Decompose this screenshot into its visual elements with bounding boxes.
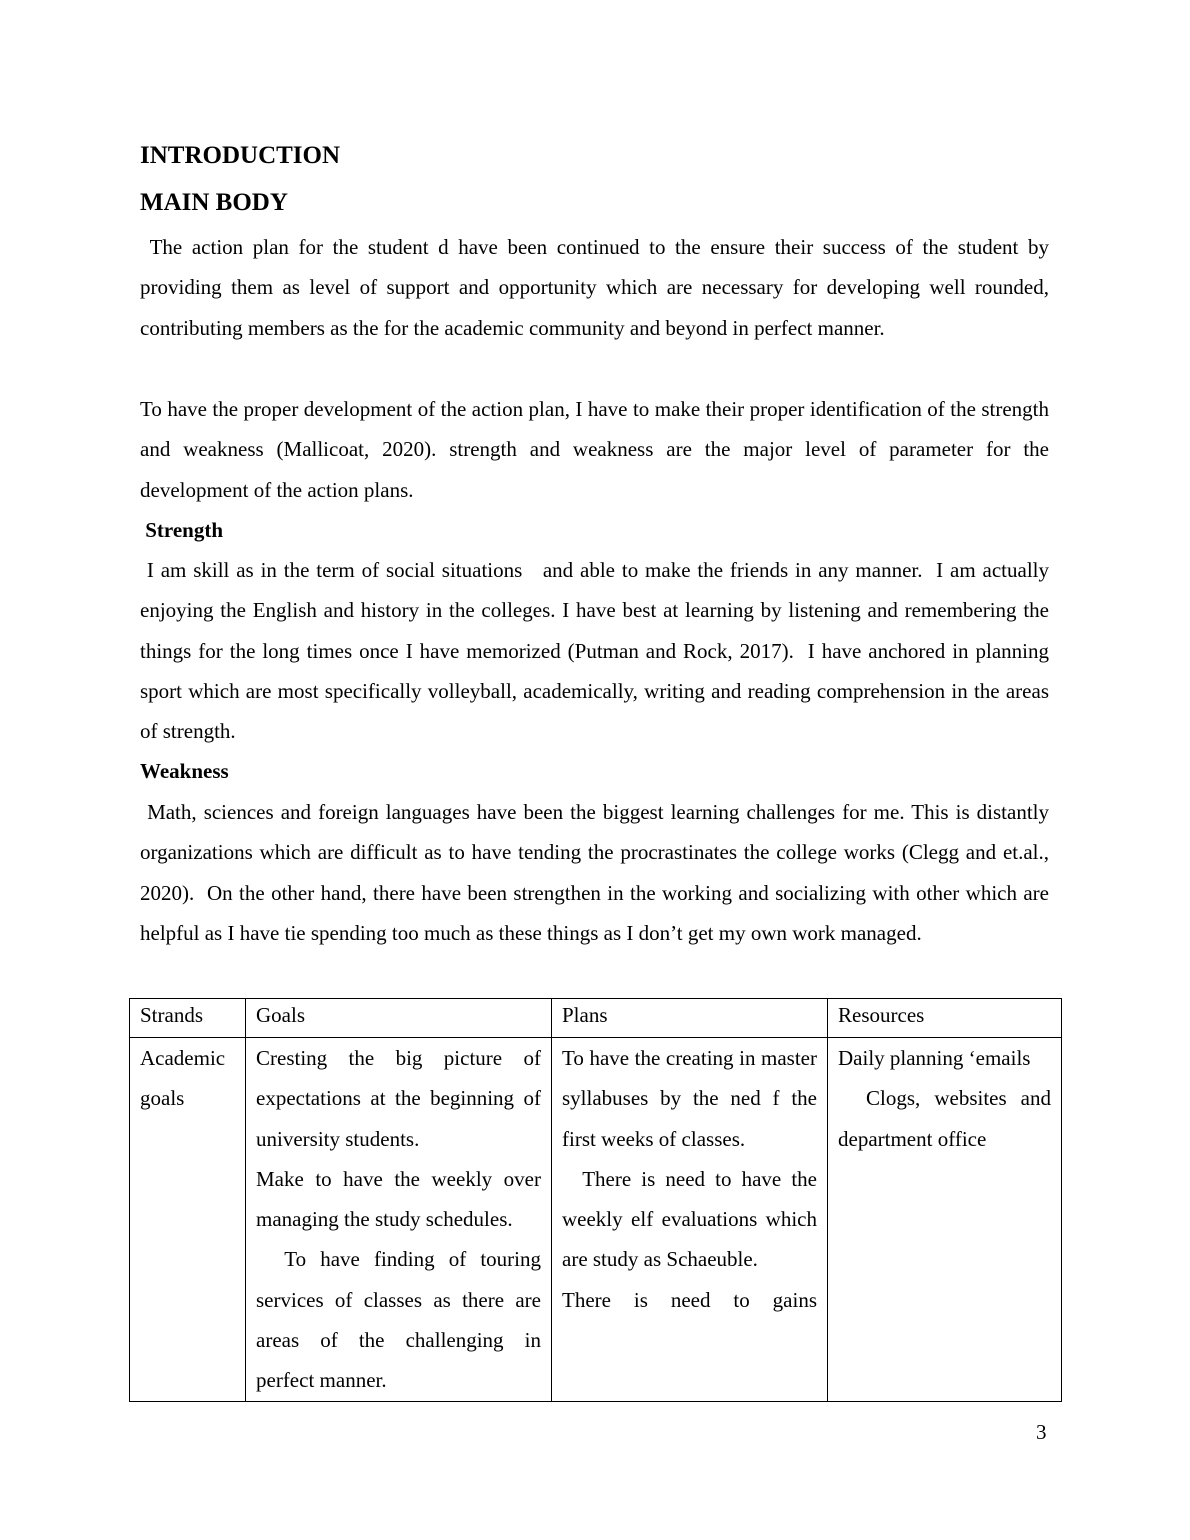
plan-item: There is need to have the weekly elf evaluations which are study as Schaeuble. <box>562 1166 823 1272</box>
goal-item: To have finding of touring services of classes as there are areas of the challenging in perfect manner. <box>256 1247 547 1393</box>
table-header-cell: Plans <box>552 999 828 1038</box>
heading-weakness: Weakness <box>140 759 229 783</box>
table-header-row <box>130 999 1062 1038</box>
table-cell-plans <box>552 1038 828 1402</box>
table-header-cell: Strands <box>130 999 246 1038</box>
table-cell-goals <box>246 1038 552 1402</box>
strand-text: Academic goals <box>140 1046 226 1111</box>
paragraph-strength-weakness-intro: To have the proper development of the action plan, I have to make their proper identification of the strength and weakness (Mallicoat, 2020). strength and weakness are the major level of parameter for the development of the action plans. <box>140 397 1049 502</box>
action-plan-table <box>129 998 1062 1402</box>
heading-introduction: INTRODUCTION <box>140 142 341 169</box>
resource-item: Clogs, websites and department office <box>838 1086 1057 1151</box>
table-header-cell: Resources <box>828 999 1062 1038</box>
paragraph-weakness: Math, sciences and foreign languages have been the biggest learning challenges for me. This is distantly organizations which are difficult as to have tending the procrastinates the college works (Clegg and et.al., 2020). On the other hand, there have been strengthen in the working and socializing with other which are helpful as I have tie spending too much as these things as I don’t get my own work managed. <box>140 800 1055 945</box>
plan-item: To have the creating in master syllabuses by the ned f the first weeks of classes. <box>562 1046 817 1151</box>
resource-item: Daily planning ‘emails <box>838 1046 1031 1070</box>
goal-item: Make to have the weekly over managing the study schedules. <box>256 1166 541 1232</box>
paragraph-strength: I am skill as in the term of social situations and able to make the friends in any manner. I am actually enjoying the English and history in the colleges. I have best at learning by listening and remembering the things for the long times once I have memorized (Putman and Rock, 2017). I have anchored in planning sport which are most specifically volleyball, academically, writing and reading comprehension in the areas of strength. <box>140 558 1055 744</box>
table-cell-resources <box>828 1038 1062 1402</box>
heading-strength: Strength <box>140 518 224 542</box>
paragraph-action-plan-intro: The action plan for the student d have been continued to the ensure their success of the student by providing them as level of support and opportunity which are necessary for developing well rounded, contributing members as the for the academic community and beyond in perfect manner. <box>140 235 1055 340</box>
table-cell-strand <box>130 1038 246 1402</box>
table-header-cell: Goals <box>246 999 552 1038</box>
plan-item: There is need to gains <box>562 1287 817 1312</box>
table-row <box>130 1038 1062 1402</box>
page-number: 3 <box>1036 1420 1047 1444</box>
goal-item: Cresting the big picture of expectations at the beginning of university students. <box>256 1046 541 1151</box>
heading-main-body: MAIN BODY <box>140 189 288 216</box>
